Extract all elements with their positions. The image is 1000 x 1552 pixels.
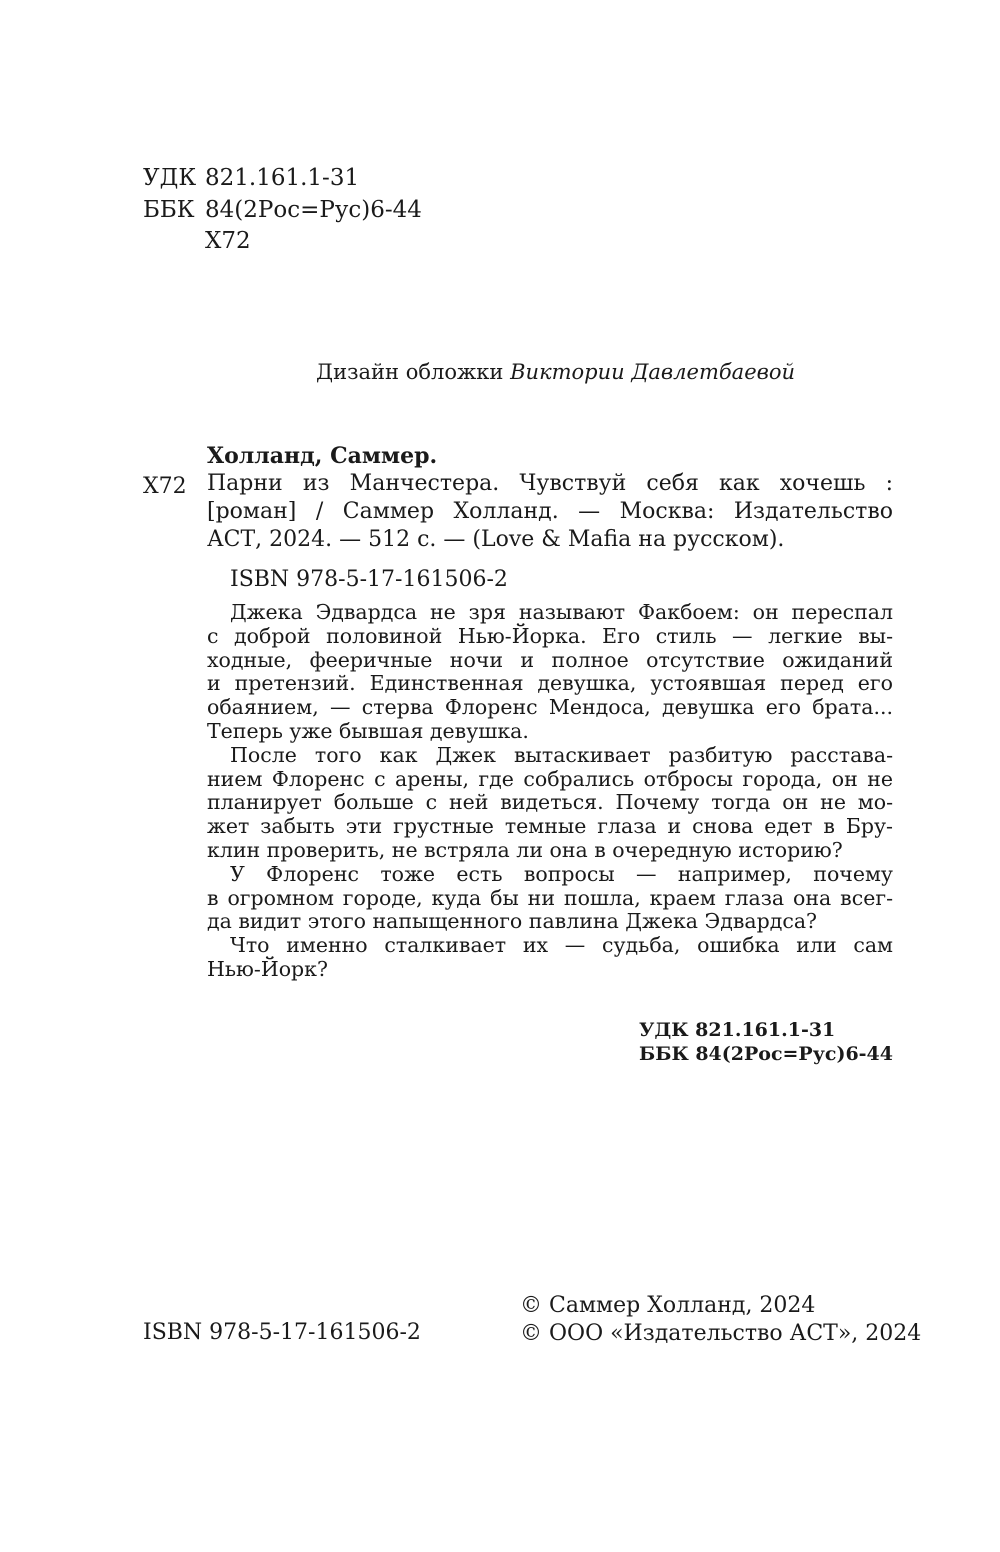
annotation-line: с доброй половиной Нью-Йорка. Его стиль — легкие вы- <box>207 623 893 648</box>
annotation-line: планирует больше с ней видеться. Почему тогда он не мо- <box>207 790 893 815</box>
udk-bottom: УДК 821.161.1-31 <box>638 1019 836 1041</box>
annotation-line: жет забыть эти грустные темные глаза и снова едет в Бру- <box>207 814 893 839</box>
annotation-line: Что именно сталкивает их — судьба, ошибка или сам <box>230 933 893 958</box>
author-mark: Х72 <box>143 474 187 499</box>
annotation-line: После того как Джек вытаскивает разбитую расстава- <box>230 742 893 767</box>
classification-codes-bottom <box>639 1018 893 1066</box>
copyright-block <box>520 1292 921 1348</box>
annotation-line: в огромном городе, куда бы ни пошла, краем глаза она всег- <box>207 885 893 910</box>
copyright-author: © Саммер Холланд, 2024 <box>520 1293 816 1318</box>
udk-row <box>143 165 359 191</box>
cover-designer-name: Виктории Давлетбаевой <box>510 360 796 384</box>
author-mark-top: Х72 <box>205 228 251 254</box>
annotation-line: Нью-Йорк? <box>207 956 328 981</box>
annotation-line: обаянием, — стерва Флоренс Мендоса, девушка его брата... <box>207 695 893 720</box>
bbk-row <box>143 197 422 223</box>
udk-value: 821.161.1-31 <box>205 165 360 191</box>
annotation <box>207 601 893 982</box>
annotation-paragraph <box>207 601 893 744</box>
annotation-paragraph <box>207 934 893 982</box>
annotation-line: У Флоренс тоже есть вопросы — например, почему <box>230 861 893 886</box>
cover-design-credit <box>316 360 795 384</box>
bib-line: Парни из Манчестера. Чувствуй себя как хочешь : <box>207 471 893 496</box>
bbk-bottom: ББК 84(2Рос=Рус)6-44 <box>638 1043 893 1065</box>
author-heading: Холланд, Саммер. <box>207 443 438 469</box>
bbk-value: 84(2Рос=Рус)6-44 <box>205 197 422 223</box>
annotation-line: Теперь уже бывшая девушка. <box>207 718 529 743</box>
annotation-line: да видит этого напыщенного павлина Джека Эдвардса? <box>207 909 818 934</box>
udk-label: УДК <box>143 165 197 191</box>
annotation-line: и претензий. Единственная девушка, устоявшая перед его <box>207 671 893 696</box>
isbn-bottom: ISBN 978-5-17-161506-2 <box>143 1320 421 1345</box>
bbk-label: ББК <box>143 197 195 223</box>
annotation-paragraph <box>207 863 893 934</box>
bibliographic-description <box>207 470 893 554</box>
annotation-line: ходные, фееричные ночи и полное отсутствие ожиданий <box>207 647 893 672</box>
annotation-line: нием Флоренс с арены, где собрались отбросы города, он не <box>207 766 893 791</box>
annotation-paragraph <box>207 744 893 863</box>
bib-line: [роман] / Саммер Холланд. — Москва: Издательство <box>207 499 893 524</box>
bib-line: АСТ, 2024. — 512 с. — (Love & Mafia на русском). <box>207 527 785 552</box>
cover-design-prefix: Дизайн обложки <box>316 360 511 384</box>
annotation-line: Джека Эдвардса не зря называют Факбоем: он переспал <box>230 600 893 624</box>
record-isbn: ISBN 978-5-17-161506-2 <box>230 567 508 592</box>
copyright-publisher: © ООО «Издательство АСТ», 2024 <box>520 1321 922 1346</box>
annotation-line: клин проверить, не встряла ли она в очередную историю? <box>207 837 843 862</box>
